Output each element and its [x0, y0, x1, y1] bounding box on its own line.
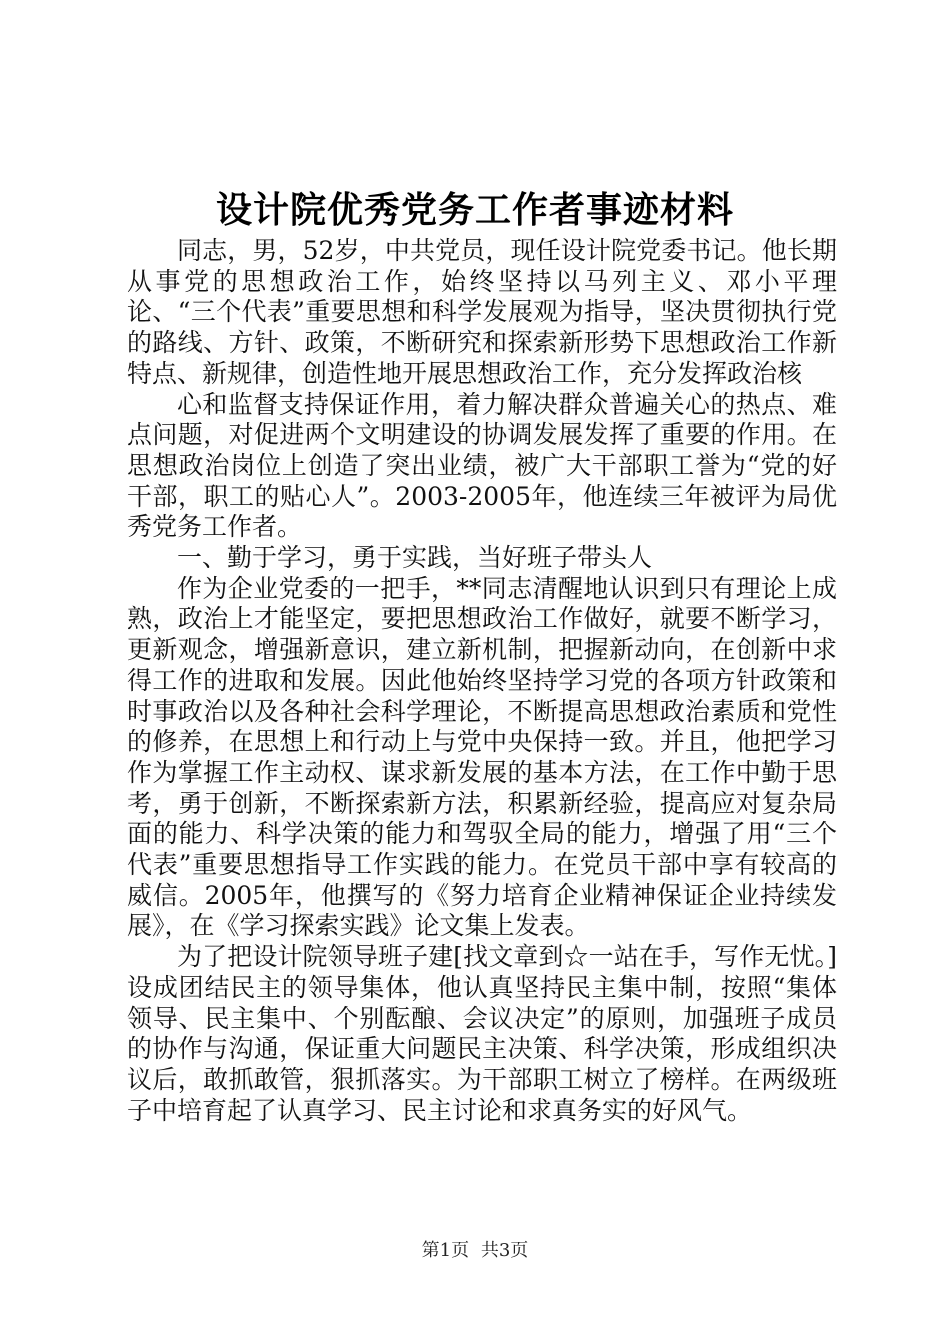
section-heading: 一、勤于学习，勇于实践，当好班子带头人	[177, 543, 653, 573]
page-number: 第1页	[421, 1240, 470, 1261]
paragraph: 作为企业党委的一把手，**同志清醒地认识到只有理论上成熟，政治上才能坚定，要把思想政治工作做好，就要不断学习，更新观念，增强新意识，建立新机制，把握新动向，在创新中求得工作的进取和发展。因此他始终坚持学习党的各项方针政策和时事政治以及各种社会科学理论，不断提高思想政治素质和党性的修养，在思想上和行动上与党中央保持一致。并且，他把学习作为掌握工作主动权、谋求新发展的基本方法，在工作中勤于思考，勇于创新，不断探索新方法，积累新经验，提高应对复杂局面的能力、科学决策的能力和驾驭全局的能力，增强了用“三个代表”重要思想指导工作实践的能力。在党员干部中享有较高的威信。2005年，他撰写的《努力培育企业精神保证企业持续发展》，在《学习探索实践》论文集上发表。	[127, 573, 837, 941]
document-body	[127, 236, 837, 1126]
paragraph: 为了把设计院领导班子建[找文章到☆一站在手，写作无忧。]设成团结民主的领导集体，他认真坚持民主集中制，按照“集体领导、民主集中、个别酝酿、会议决定”的原则，加强班子成员的协作与沟通，保证重大问题民主决策、科学决策，形成组织决议后，敢抓敢管，狠抓落实。为干部职工树立了榜样。在两级班子中培育起了认真学习、民主讨论和求真务实的好风气。	[127, 942, 837, 1125]
page-footer	[0, 1239, 950, 1263]
page-total: 共3页	[480, 1240, 529, 1261]
paragraph: 同志，男，52岁，中共党员，现任设计院党委书记。他长期从事党的思想政治工作，始终坚持以马列主义、邓小平理论、“三个代表”重要思想和科学发展观为指导，坚决贯彻执行党的路线、方针、政策，不断研究和探索新形势下思想政治工作新特点、新规律，创造性地开展思想政治工作，充分发挥政治核	[127, 236, 837, 388]
paragraph: 心和监督支持保证作用，着力解决群众普遍关心的热点、难点问题，对促进两个文明建设的协调发展发挥了重要的作用。在思想政治岗位上创造了突出业绩，被广大干部职工誉为“党的好干部，职工的贴心人”。2003-2005年，他连续三年被评为局优秀党务工作者。	[127, 389, 837, 542]
document-title: 设计院优秀党务工作者事迹材料	[215, 189, 734, 231]
